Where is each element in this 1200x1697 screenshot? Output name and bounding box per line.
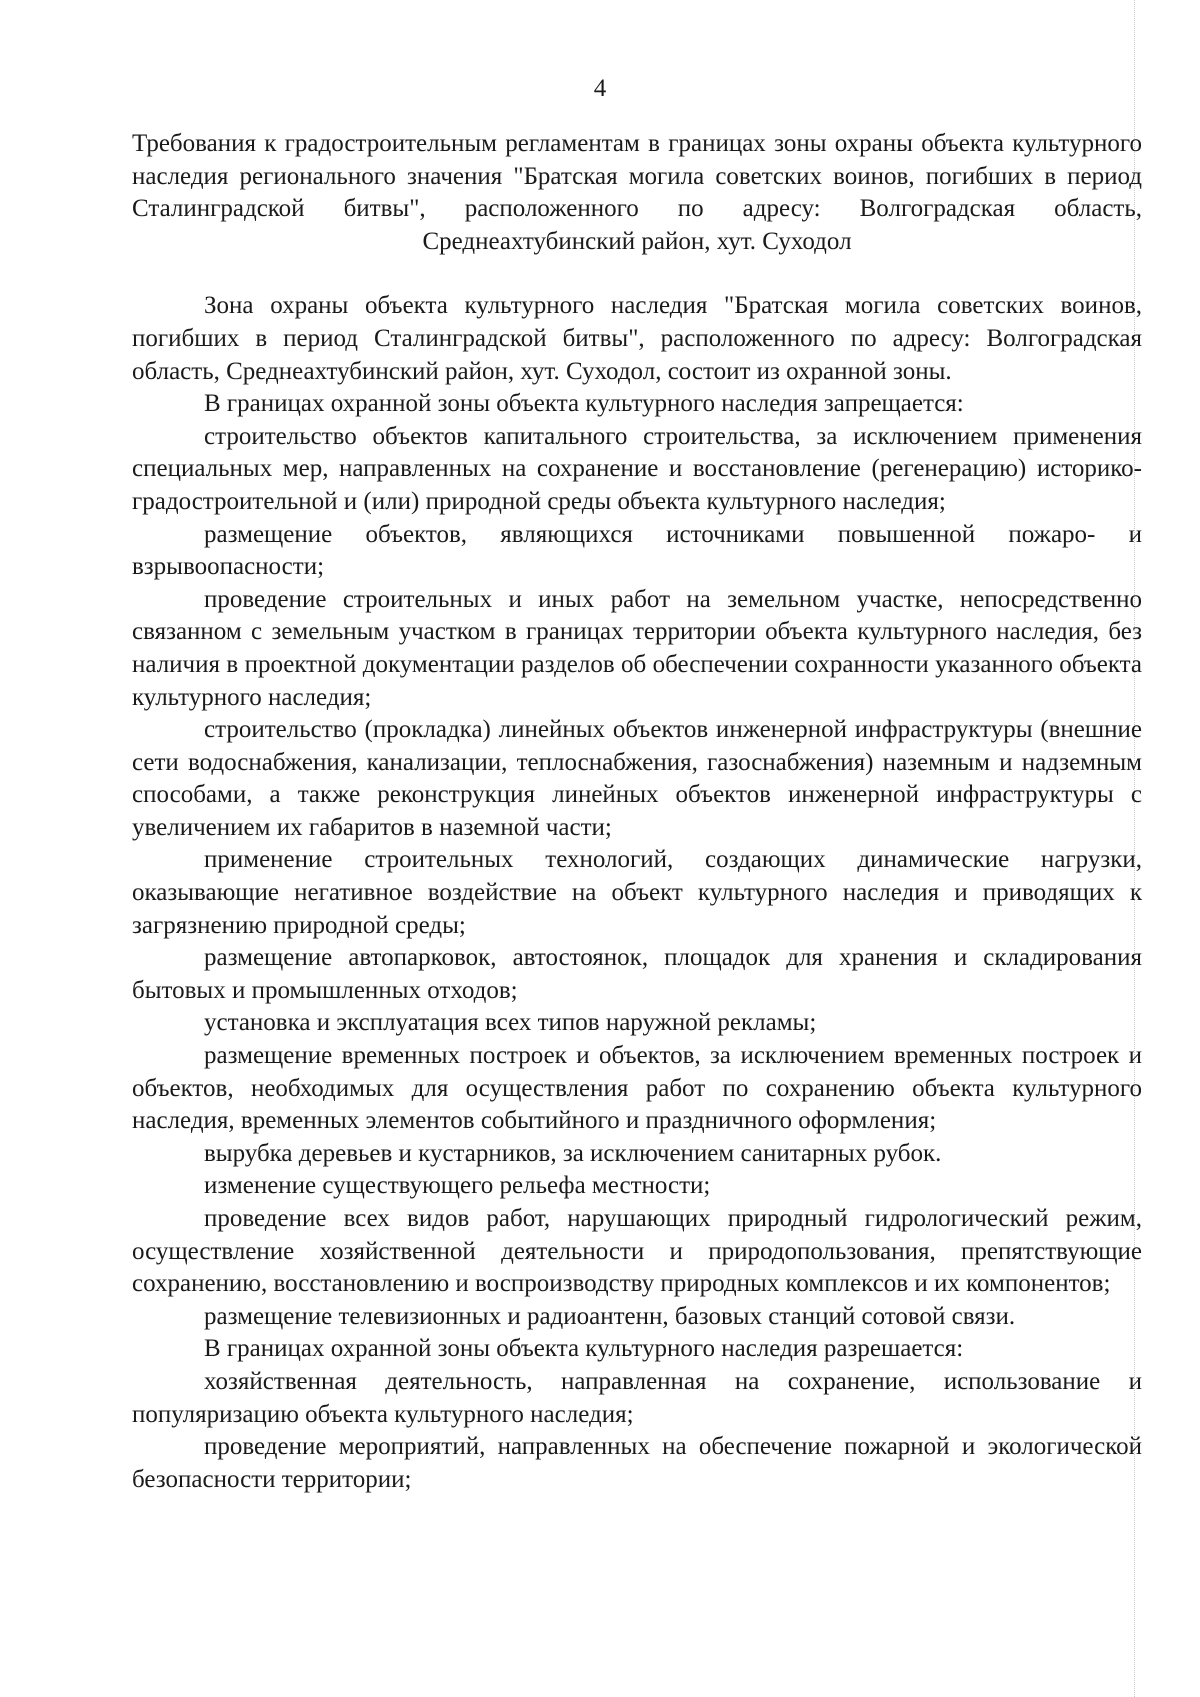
document-heading: Требования к градостроительным регламентам в границах зоны охраны объекта культурного наследия регионального значения "Братская могила советских воинов, погибших в период Сталинградской битвы", расположенного по адресу: Волгоградская область, Среднеахтубинский район, хут. Суходол — [132, 130, 1142, 255]
list-item: размещение автопарковок, автостоянок, площадок для хранения и складирования бытовых и промышленных отходов; — [132, 944, 1142, 1004]
paragraph-prohibited-heading: В границах охранной зоны объекта культурного наследия запрещается: — [204, 390, 964, 418]
paragraph-permitted-heading: В границах охранной зоны объекта культурного наследия разрешается: — [204, 1335, 964, 1363]
page-number: 4 — [593, 75, 607, 102]
list-item: размещение телевизионных и радиоантенн, базовых станций сотовой связи. — [204, 1302, 1016, 1330]
document-body — [132, 128, 1142, 1496]
list-item: проведение всех видов работ, нарушающих природный гидрологический режим, осуществление хозяйственной деятельности и природопользования, препятствующие сохранению, восстановлению и воспроизводству природных комплексов и их компонентов; — [132, 1205, 1142, 1298]
list-item: применение строительных технологий, создающих динамические нагрузки, оказывающие негативное воздействие на объект культурного наследия и приводящих к загрязнению природной среды; — [132, 846, 1142, 939]
paragraph-zone-intro: Зона охраны объекта культурного наследия "Братская могила советских воинов, погибших в период Сталинградской битвы", расположенного по адресу: Волгоградская область, Среднеахтубинский район, хут. Суходол, состоит из охранной зоны. — [132, 292, 1142, 385]
list-item: размещение объектов, являющихся источниками повышенной пожаро- и взрывоопасности; — [132, 520, 1142, 581]
list-item: проведение мероприятий, направленных на обеспечение пожарной и экологической безопасности территории; — [132, 1433, 1142, 1493]
list-item: установка и эксплуатация всех типов наружной рекламы; — [204, 1009, 817, 1037]
list-item: вырубка деревьев и кустарников, за исключением санитарных рубок. — [204, 1139, 942, 1167]
list-item: строительство объектов капитального строительства, за исключением применения специальных мер, направленных на сохранение и восстановление (регенерацию) историко-градостроительной и (или) природной среды объекта культурного наследия; — [132, 422, 1142, 515]
list-item: хозяйственная деятельность, направленная на сохранение, использование и популяризацию объекта культурного наследия; — [132, 1367, 1142, 1428]
list-item: строительство (прокладка) линейных объектов инженерной инфраструктуры (внешние сети водоснабжения, канализации, теплоснабжения, газоснабжения) наземным и надземным способами, а также реконструкция линейных объектов инженерной инфраструктуры с увеличением их габаритов в наземной части; — [132, 716, 1142, 841]
list-item: проведение строительных и иных работ на земельном участке, непосредственно связанном с земельным участком в границах территории объекта культурного наследия, без наличия в проектной документации разделов об обеспечении сохранности указанного объекта культурного наследия; — [132, 585, 1142, 711]
list-item: размещение временных построек и объектов, за исключением временных построек и объектов, необходимых для осуществления работ по сохранению объекта культурного наследия, временных элементов событийного и праздничного оформления; — [132, 1042, 1142, 1135]
heading-spacer — [132, 258, 1142, 290]
list-item: изменение существующего рельефа местности; — [204, 1172, 711, 1200]
